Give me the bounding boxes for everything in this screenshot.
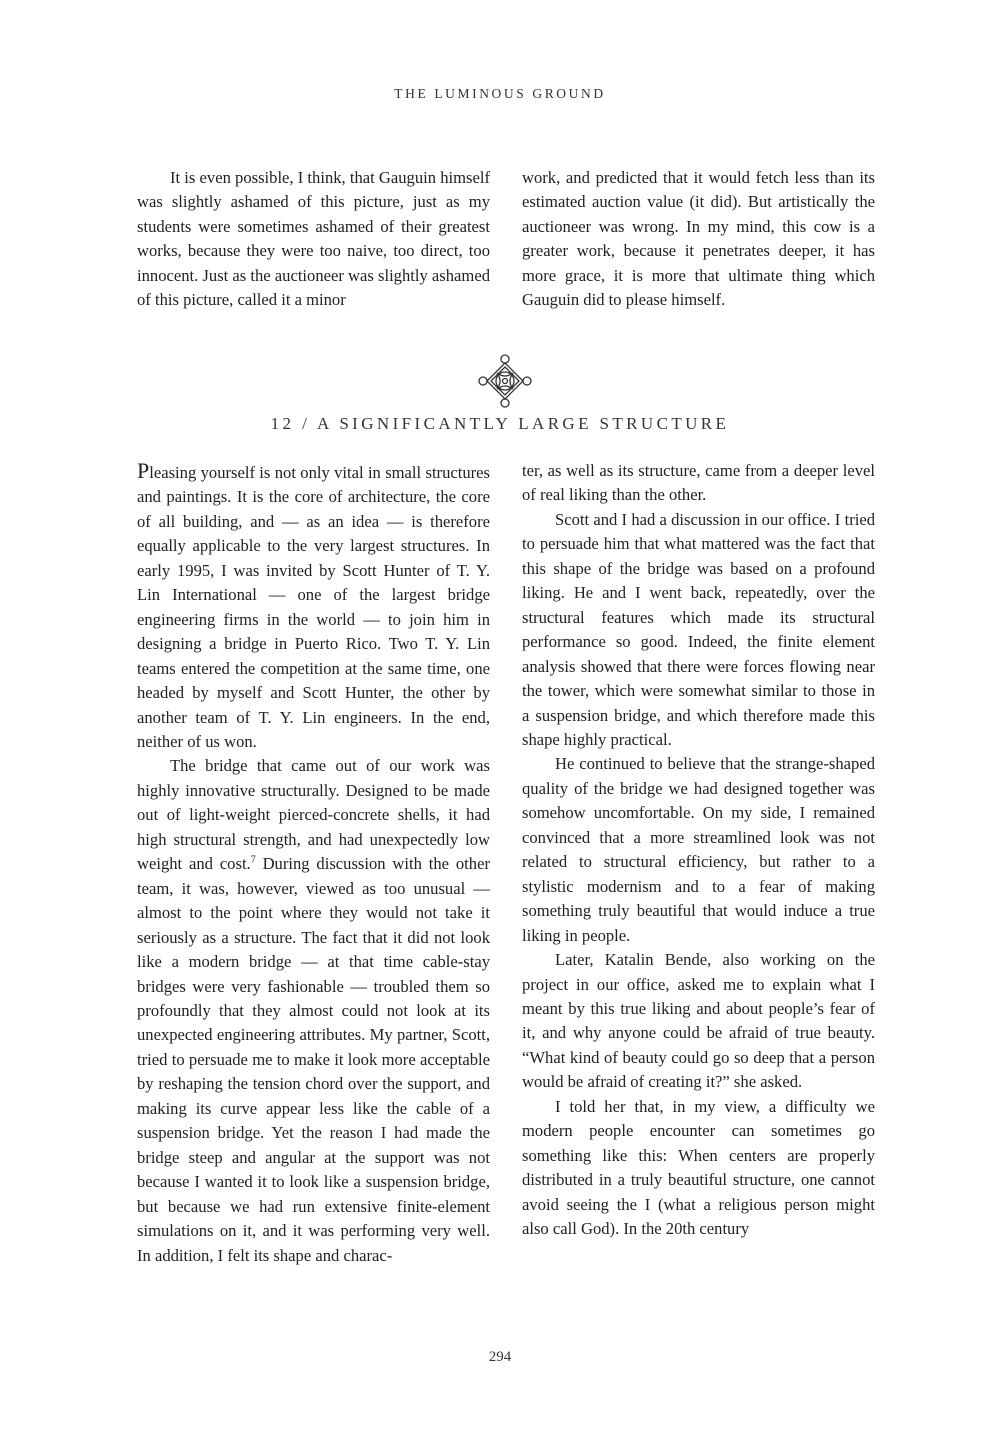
page-number: 294: [488, 1349, 512, 1365]
paragraph: ter, as well as its structure, came from a deeper level of real liking than the other.: [522, 461, 875, 505]
paragraph-text: The bridge that came out of our work was highly innovative structurally. Designed to be made out of light-weight pierced-concrete shells, it had high structural strength, and had unexpectedly low weight and cost.: [137, 756, 490, 874]
top-left-column: [137, 166, 490, 313]
paragraph: [137, 754, 490, 1268]
paragraph: It is even possible, I think, that Gauguin himself was slightly ashamed of this picture, just as my students were sometimes ashamed of their greatest works, because they were too naive, too direct, too innocent. Just as the auctioneer was slightly ashamed of this picture, called it a minor: [137, 168, 490, 310]
paragraph: work, and predicted that it would fetch less than its estimated auction value (it did). But artistically the auctioneer was wrong. In my mind, this cow is a greater work, because it penetrates deeper, it has more grace, it is more that ultimate thing which Gauguin did to please himself.: [522, 168, 875, 310]
body-left-column: [137, 459, 490, 1268]
body-right-column: [522, 459, 875, 1242]
paragraph: Later, Katalin Bende, also working on the project in our office, asked me to explain what I meant by this true liking and about people’s fear of it, and why anyone could be afraid of true beauty. “What kind of beauty could go so deep that a person would be afraid of creating it?” she asked.: [522, 950, 875, 1092]
top-right-column: [522, 166, 875, 313]
section-heading: 12 / A SIGNIFICANTLY LARGE STRUCTURE: [270, 414, 730, 433]
decorative-knot-ornament-icon: [477, 353, 533, 409]
paragraph: Pleasing yourself is not only vital in small structures and paintings. It is the core of architecture, the core of all building, and — as an idea — is therefore equally applicable to the very largest structures. In early 1995, I was invited by Scott Hunter of T. Y. Lin International — one of the largest bridge engineering firms in the world — to join him in designing a bridge in Puerto Rico. Two T. Y. Lin teams entered the competition at the same time, one headed by myself and Scott Hunter, the other by another team of T. Y. Lin engineers. In the end, neither of us won.: [137, 458, 490, 751]
paragraph-text: During discussion with the other team, it was, however, viewed as too unusual — almost to the point where they would not take it seriously as a structure. The fact that it did not look like a modern bridge — at that time cable-stay bridges were very fashionable — troubled them so profoundly that they almost could not look at its unexpected engineering attributes. My partner, Scott, tried to persuade me to make it look more acceptable by reshaping the tension chord over the support, and making its curve appear less like the cable of a suspension bridge. Yet the reason I had made the bridge steep and angular at the support was not because I wanted it to look like a suspension bridge, but because we had run extensive finite-element simulations on it, and it was performing very well. In addition, I felt its shape and charac-: [137, 854, 490, 1265]
footnote-marker[interactable]: 7: [250, 854, 256, 866]
paragraph: Scott and I had a discussion in our office. I tried to persuade him that what mattered was the fact that this shape of the bridge was based on a profound liking. He and I went back, repeatedly, over the structural features which made its structural performance so good. Indeed, the finite element analysis showed that there were forces flowing near the tower, which were somewhat similar to those in a suspension bridge, and which therefore made this shape highly practical.: [522, 509, 875, 749]
running-head: THE LUMINOUS GROUND: [394, 86, 606, 101]
paragraph: I told her that, in my view, a difficulty we modern people encounter can sometimes go something like this: When centers are properly distributed in a truly beautiful structure, one cannot avoid seeing the I (what a religious person might also call God). In the 20th century: [522, 1096, 875, 1239]
paragraph: He continued to believe that the strange-shaped quality of the bridge we had designed together was somehow uncomfortable. On my side, I remained convinced that a more streamlined look was not related to structural efficiency, but rather to a stylistic modernism and to a fear of making something truly beautiful that would induce a true liking in people.: [522, 754, 875, 945]
